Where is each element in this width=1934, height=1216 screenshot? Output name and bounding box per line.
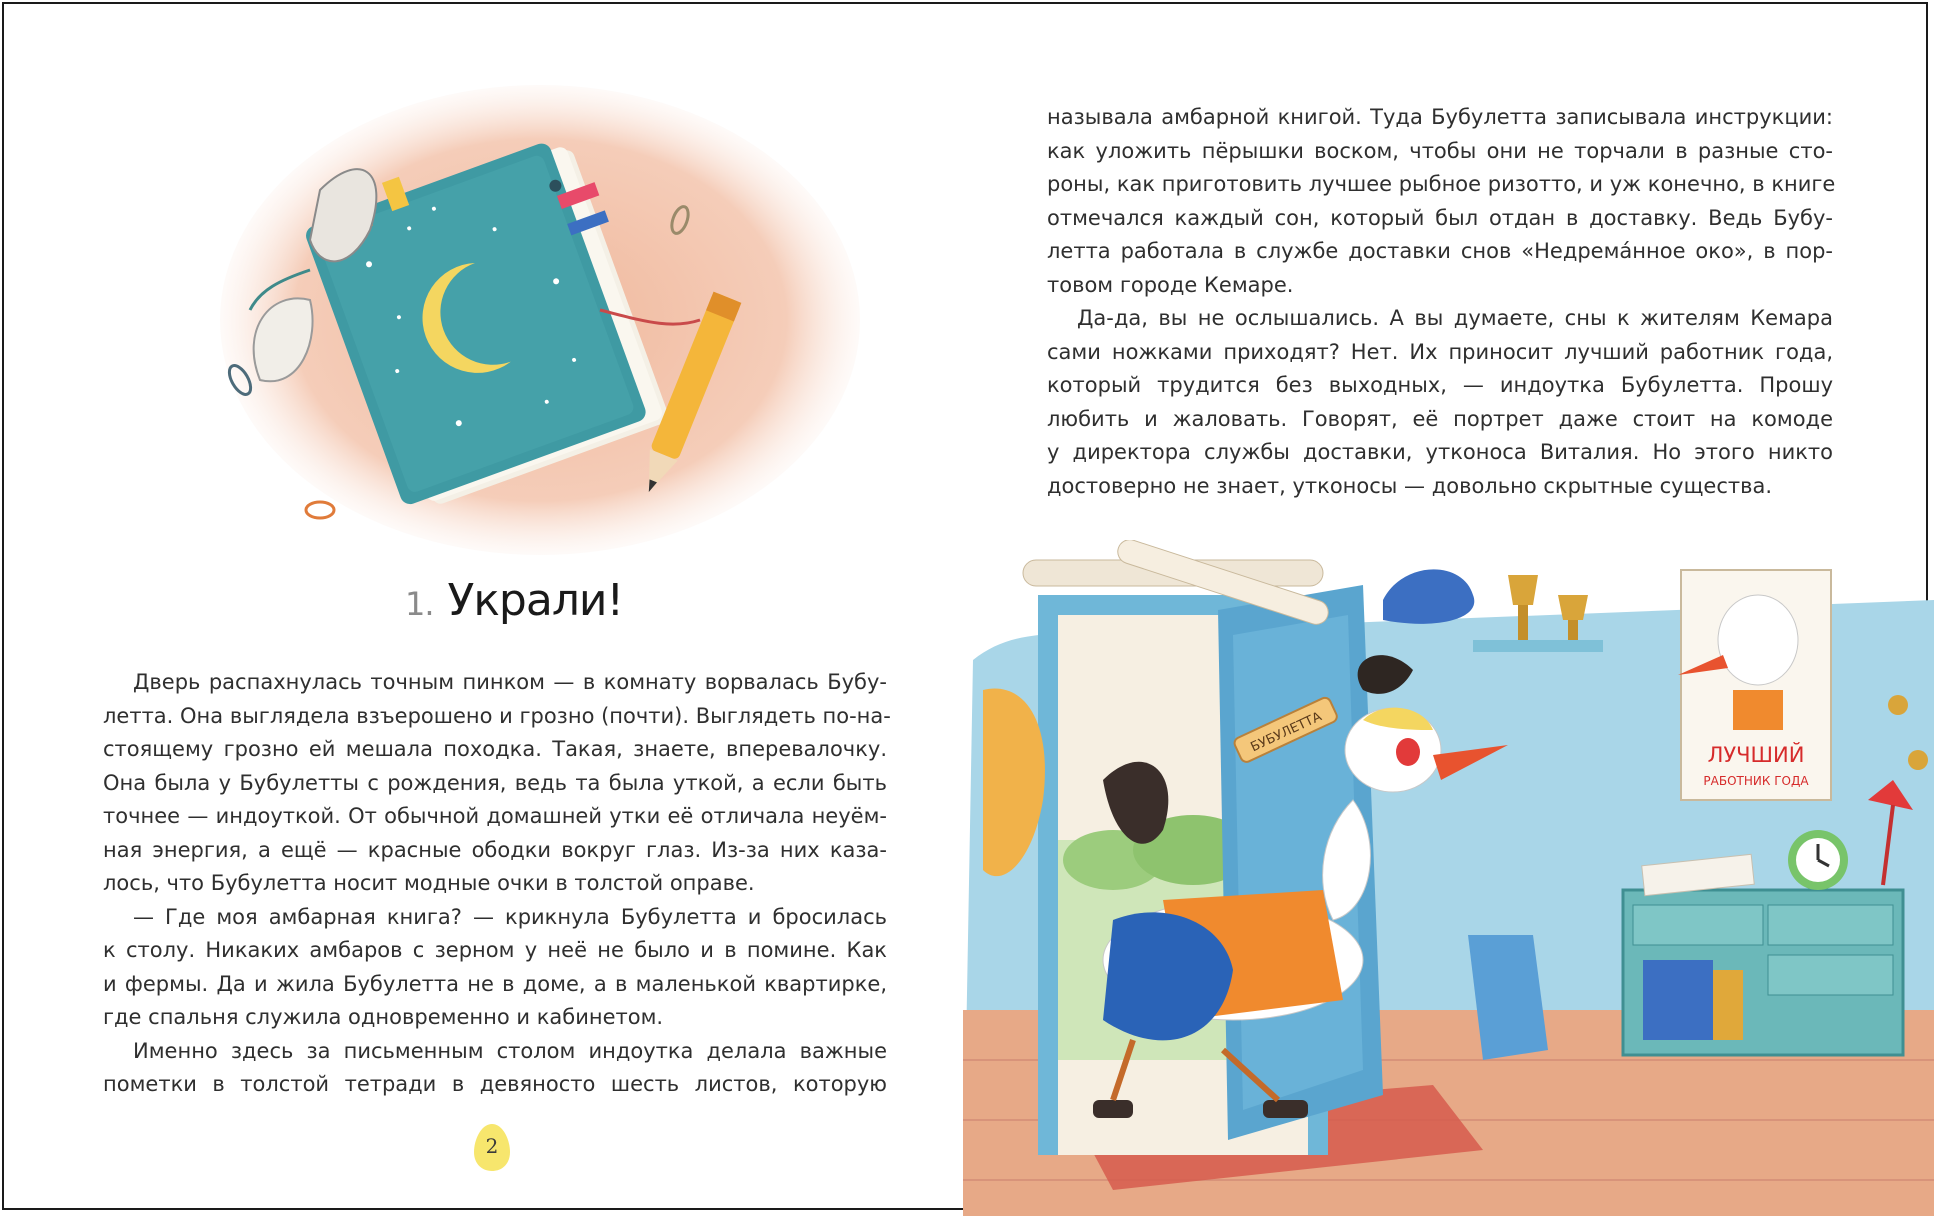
medal-icon (1888, 695, 1908, 715)
hat (1383, 569, 1474, 623)
text-line: называла амбарной книгой. Туда Бубулетта записывала инструкции: (1047, 105, 1833, 129)
text-line: как уложить пёрышки воском, чтобы они не торчали в разные сто- (1047, 138, 1833, 163)
chapter-heading (405, 575, 623, 626)
paperclip-icon-2 (306, 502, 334, 518)
dresser (1623, 890, 1903, 1055)
page-number-badge (473, 1122, 511, 1172)
door-sign-text: БУБУЛЕТТА (1248, 709, 1325, 756)
chapter-title: Украли! (447, 575, 624, 626)
text-line: достоверно не знает, утконосы — довольно скрытные существа. (1047, 473, 1773, 498)
text-line: Она была у Бубулетты с рождения, ведь та была уткой, а если быть (103, 770, 887, 795)
text-line: лось, что Бубулетта носит модные очки в толстой оправе. (103, 871, 755, 895)
best-worker-poster (1678, 570, 1831, 800)
poster-subtitle: РАБОТНИК ГОДА (1703, 774, 1809, 788)
text-line: у директора службы доставки, утконоса Виталия. Но этого никто (1047, 440, 1833, 464)
amber-book-illustration (200, 70, 880, 570)
text-line: Дверь распахнулась точным пинком — в комнату ворвалась Бубу- (133, 670, 887, 694)
right-body-text (1047, 101, 1836, 503)
text-line: и фермы. Да и жила Бубулетта не в доме, а в маленькой квартирке, (103, 971, 887, 996)
text-line: Именно здесь за письменным столом индоутка делала важные (133, 1038, 887, 1063)
text-line: который трудится без выходных, — индоутка Бубулетта. Прошу (1047, 373, 1833, 397)
text-line: товом городе Кемаре. (1047, 272, 1294, 297)
page-number: 2 (485, 1134, 499, 1158)
text-line: отмечался каждый сон, который был отдан в доставку. Ведь Бубу- (1047, 205, 1833, 230)
text-line: к столу. Никаких амбаров с зерном у неё не было и в помине. Как (103, 938, 887, 962)
trophy-icon-2 (1558, 595, 1588, 620)
text-line: точнее — индоуткой. От обычной домашней утки её отличала неуём- (103, 804, 887, 828)
text-line: где спальня служила одновременно и кабинетом. (103, 1005, 664, 1029)
text-line: Да-да, вы не ослышались. А вы думаете, сны к жителям Кемара (1077, 306, 1833, 330)
text-line: сами ножками приходят? Нет. Их приносит лучший работник года, (1047, 339, 1833, 364)
medal-icon-2 (1908, 750, 1928, 770)
text-line: пометки в толстой тетради в девяносто шесть листов, которую (103, 1072, 887, 1096)
office-scene-illustration (963, 540, 1934, 1216)
poster-title: ЛУЧШИЙ (1707, 743, 1805, 767)
text-line: ная энергия, а ещё — красные ободки вокруг глаз. Из-за них каза- (103, 837, 887, 862)
left-body-text (103, 666, 891, 1102)
trophy-icon (1508, 575, 1538, 605)
text-line: — Где моя амбарная книга? — крикнула Бубулетта и бросилась (133, 904, 887, 929)
shelf (1473, 640, 1603, 652)
text-line: летта. Она выглядела взъерошено и грозно (почти). Выглядеть по-на- (103, 703, 891, 728)
chapter-number: 1. (405, 585, 434, 623)
text-line: летта работала в службе доставки снов «Недрема́нное око», в пор- (1047, 239, 1833, 263)
text-line: стоящему грозно ей мешала походка. Такая, знаете, вперевалочку. (103, 737, 887, 761)
text-line: любить и жаловать. Говорят, её портрет даже стоит на комоде (1047, 406, 1833, 431)
text-line: роны, как приготовить лучшее рыбное ризотто, и уж конечно, в книге (1047, 172, 1836, 196)
